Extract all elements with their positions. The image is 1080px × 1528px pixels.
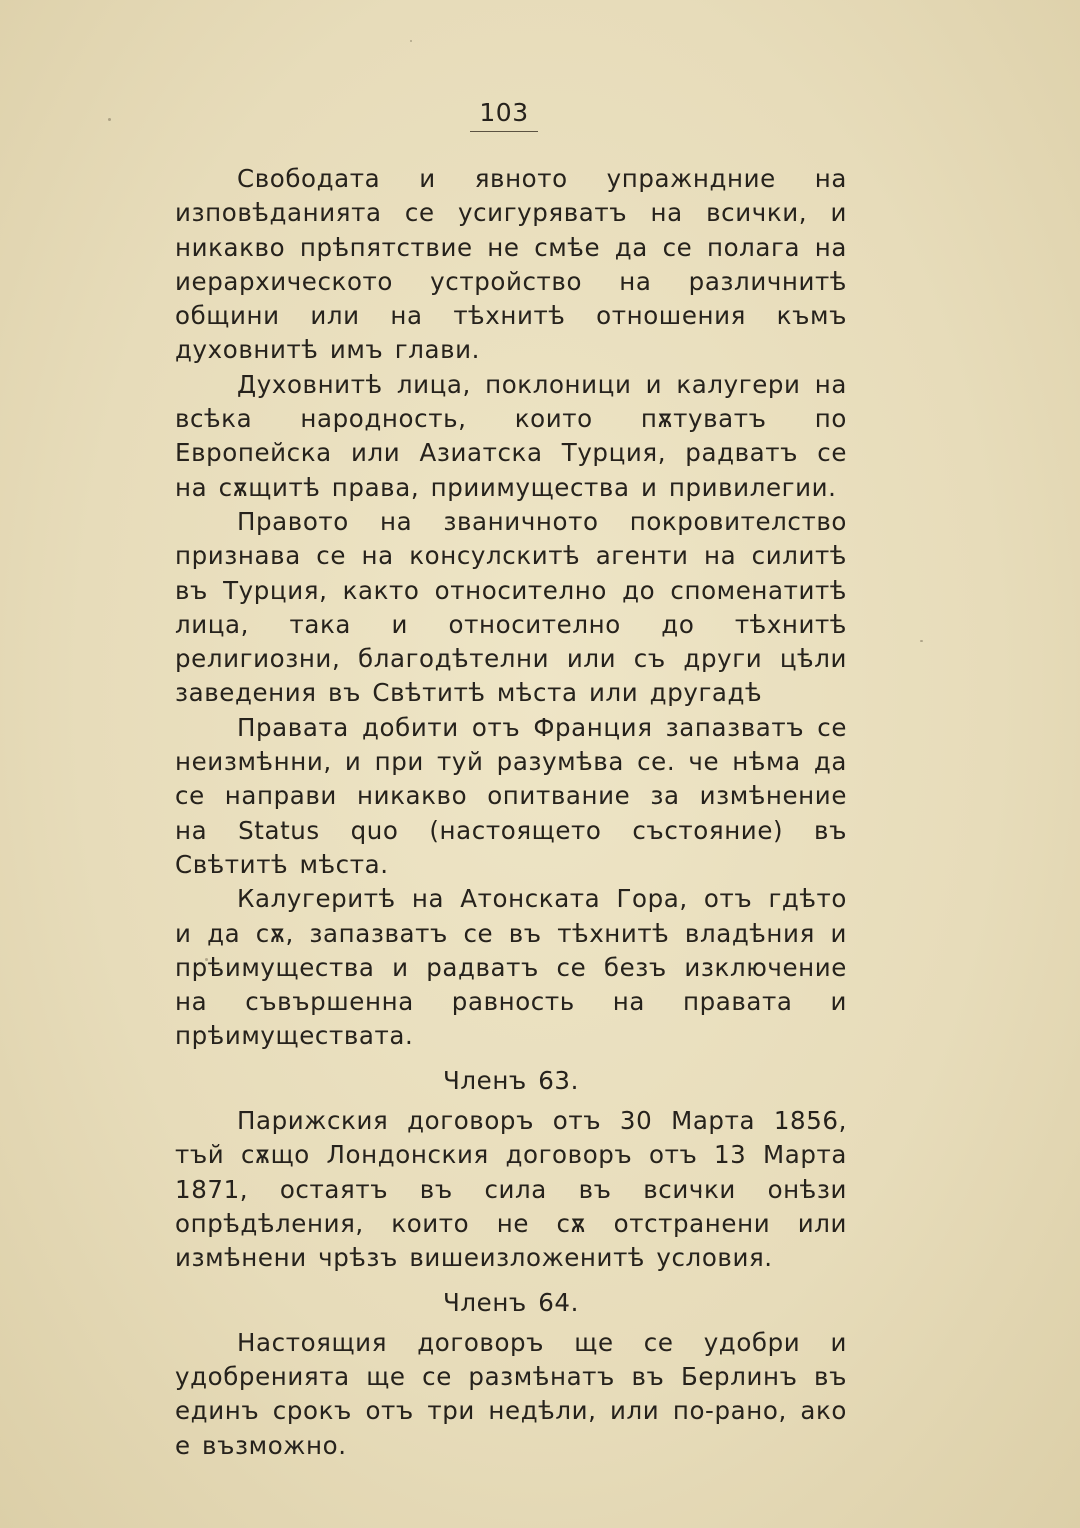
paragraph-athos-monks: Калугеритѣ на Атонската Гора, отъ гдѣто и да сѫ, запазватъ се въ тѣхнитѣ владѣния и прѣимущества и радватъ се безъ изключение на съвършенна равность на правата и прѣимуществата.: [175, 884, 847, 1051]
paper-speck: [920, 640, 923, 642]
article-64-heading: Членъ 64.: [442, 1287, 579, 1317]
article-63-text: Парижския договоръ отъ 30 Марта 1856, тъй сѫщо Лондонския договоръ отъ 13 Марта 1871, остаятъ въ сила въ всички онѣзи опрѣдѣления, които не сѫ отстранени или измѣнени чрѣзъ вишеизложенитѣ условия.: [175, 1106, 847, 1273]
article-63-heading: Членъ 63.: [442, 1065, 579, 1095]
article-64-text: Настоящия договоръ ще се удобри и удобренията ще се размѣнатъ въ Берлинъ въ единъ срокъ отъ три недѣли, или по-рано, ако е възможно.: [175, 1327, 847, 1460]
paper-speck: [700, 1190, 702, 1192]
paragraph-religious-freedom: Свободата и явното упражндние на изповѣданията се усигуряватъ на всички, и никакво прѣпятствие не смѣе да се полага на иерархическото устройство на различнитѣ общини или на тѣхнитѣ отношения къмъ духовнитѣ имъ глави.: [175, 164, 847, 365]
paragraph-french-rights: Правата добити отъ Франция запазватъ се неизмѣнни, и при туй разумѣва се. че нѣма да се направи никакво опитвание за измѣнение на Status quo (настоящето състояние) въ Свѣтитѣ мѣста.: [175, 712, 847, 879]
paragraph-consular-protection: Правото на званичното покровителство признава се на консулскитѣ агенти на силитѣ въ Турция, както относително до споменатитѣ лица, така и относително до тѣхнитѣ религиозни, благодѣтелни или съ други цѣли заведения въ Свѣтитѣ мѣста или другадѣ: [175, 506, 847, 708]
page-number: 103: [479, 98, 529, 127]
page-body: [175, 162, 847, 1463]
paper-speck: [205, 958, 208, 961]
page-number-underline: [470, 131, 538, 132]
paper-speck: [108, 118, 111, 121]
paper-speck: [410, 40, 412, 42]
paragraph-clergy-rights: Духовнитѣ лица, поклоници и калугери на всѣка народность, които пѫтуватъ по Европейска или Азиатска Турция, радватъ се на сѫщитѣ права, приимущества и привилегии.: [175, 369, 847, 502]
